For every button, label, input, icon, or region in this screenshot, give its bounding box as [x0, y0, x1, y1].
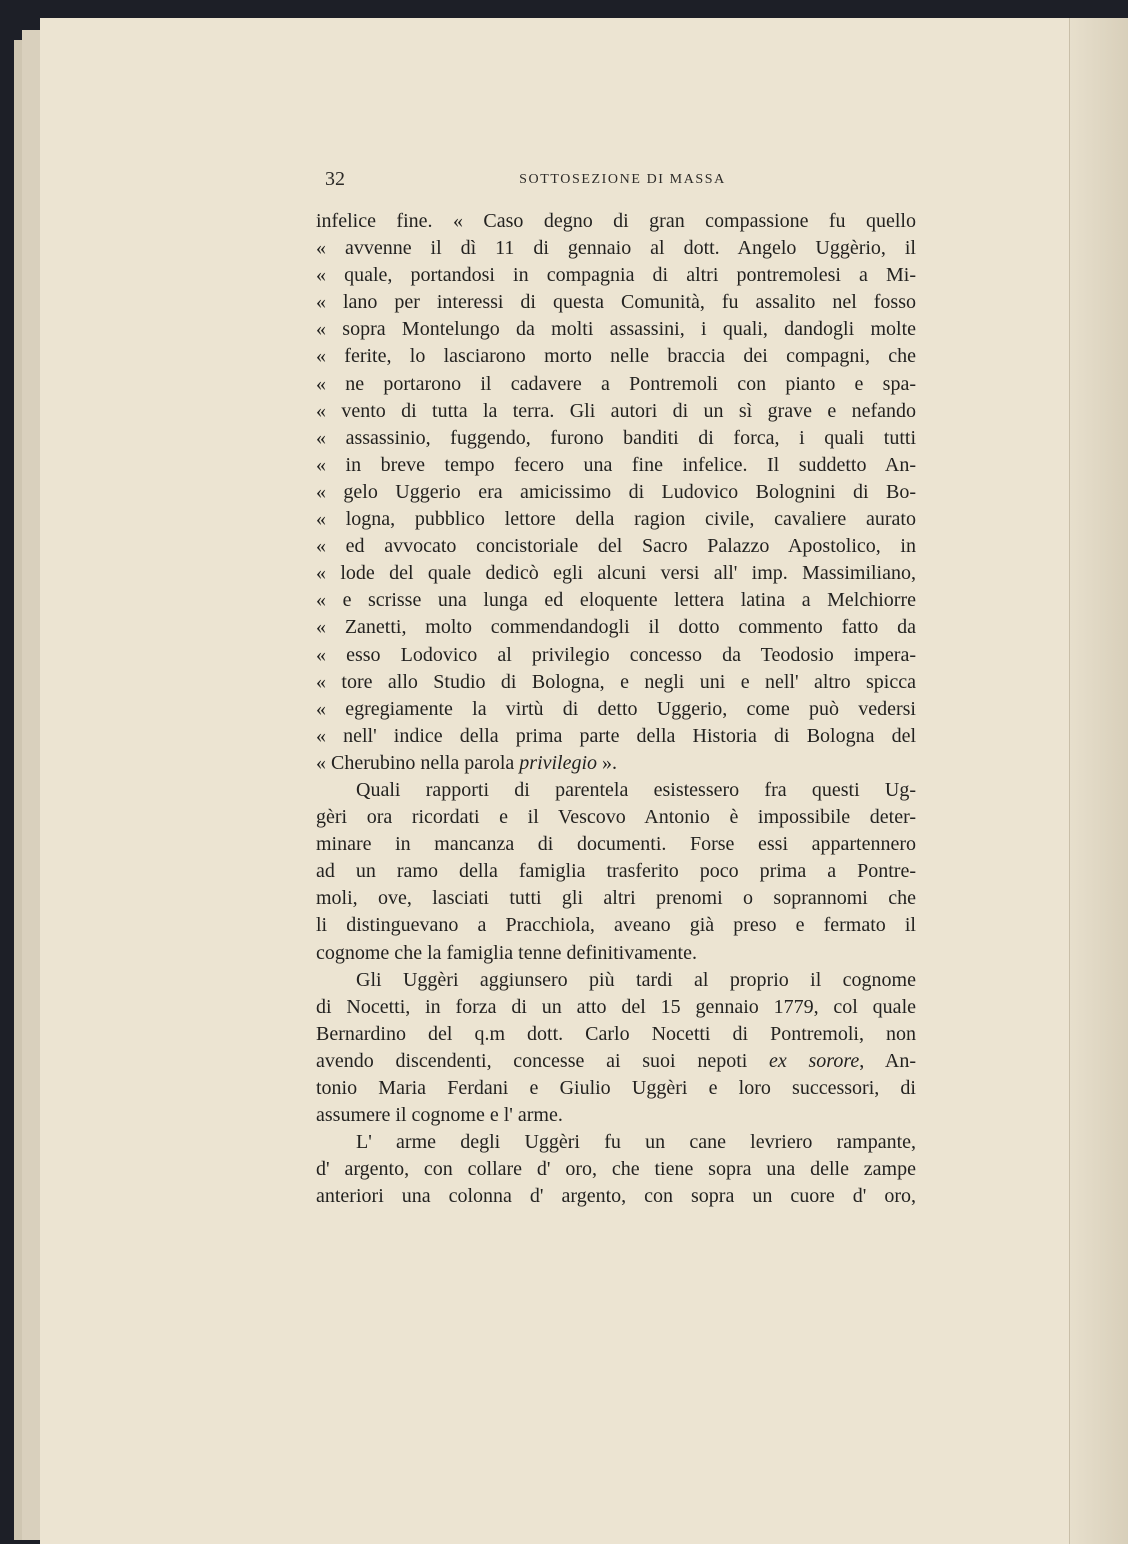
text-line: L' arme degli Uggèri fu un cane levriero rampante, [356, 1131, 916, 1154]
text-line: infelice fine. « Caso degno di gran compassione fu quello [316, 210, 916, 232]
text-line: « ed avvocato concistoriale del Sacro Palazzo Apostolico, in [316, 535, 916, 558]
text-line: Quali rapporti di parentela esistessero fra questi Ug- [356, 778, 916, 801]
text-line: di Nocetti, in forza di un atto del 15 gennaio 1779, col quale [316, 995, 916, 1018]
text-line: li distinguevano a Pracchiola, aveano già preso e fermato il [316, 914, 916, 937]
text-line [316, 1048, 916, 1075]
running-title: SOTTOSEZIONE DI MASSA [519, 172, 726, 187]
text-line: « tore allo Studio di Bologna, e negli uni e nell' altro spicca [316, 670, 916, 693]
paragraph-4 [316, 1129, 916, 1210]
italic-term: ex sorore [769, 1049, 860, 1072]
text-line: « ne portarono il cadavere a Pontremoli con pianto e spa- [316, 372, 916, 395]
text-line: « avvenne il dì 11 di gennaio al dott. Angelo Uggèrio, il [316, 237, 916, 260]
text-line: « ferite, lo lasciarono morto nelle braccia dei compagni, che [316, 345, 916, 368]
text-line: « e scrisse una lunga ed eloquente lettera latina a Melchiorre [316, 589, 916, 612]
text-run: « Cherubino nella parola [316, 751, 520, 774]
running-head [325, 168, 925, 192]
text-line: « nell' indice della prima parte della Historia di Bologna del [316, 724, 916, 747]
text-line: Bernardino del q.m dott. Carlo Nocetti di Pontremoli, non [316, 1022, 916, 1045]
text-line: minare in mancanza di documenti. Forse essi appartennero [316, 833, 916, 856]
italic-term: privilegio [519, 751, 598, 774]
text-line: « quale, portandosi in compagnia di altri pontremolesi a Mi- [316, 264, 916, 287]
text-line: gèri ora ricordati e il Vescovo Antonio è impossibile deter- [316, 806, 916, 829]
text-line: « Zanetti, molto commendandogli il dotto commento fatto da [316, 616, 916, 639]
text-line: moli, ove, lasciati tutti gli altri prenomi o soprannomi che [316, 887, 916, 910]
text-line: « vento di tutta la terra. Gli autori di un sì grave e nefando [316, 399, 916, 422]
text-line: « lode del quale dedicò egli alcuni versi all' imp. Massimiliano, [316, 562, 916, 585]
page-number: 32 [325, 168, 345, 190]
text-line: « logna, pubblico lettore della ragion civile, cavaliere aurato [316, 508, 916, 531]
text-line: d' argento, con collare d' oro, che tiene sopra una delle zampe [316, 1158, 916, 1181]
text-line: « lano per interessi di questa Comunità, fu assalito nel fosso [316, 291, 916, 314]
text-line: assumere il cognome e l' arme. [316, 1104, 563, 1127]
text-line: tonio Maria Ferdani e Giulio Uggèri e loro successori, di [316, 1077, 916, 1099]
paragraph-1 [316, 208, 916, 777]
text-line: ad un ramo della famiglia trasferito poco prima a Pontre- [316, 860, 916, 883]
text-line: Gli Uggèri aggiunsero più tardi al proprio il cognome [356, 968, 916, 991]
text-line: cognome che la famiglia tenne definitivamente. [316, 941, 697, 964]
page-fold-edge [1069, 18, 1128, 1544]
text-run: ». [597, 751, 618, 774]
text-run: , An- [859, 1049, 917, 1072]
paragraph-2 [316, 777, 916, 967]
text-line: « assassinio, fuggendo, furono banditi di forca, i quali tutti [316, 426, 916, 449]
text-line: « egregiamente la virtù di detto Uggerio, come può vedersi [316, 697, 916, 720]
text-line: anteriori una colonna d' argento, con sopra un cuore d' oro, [316, 1185, 916, 1208]
paragraph-3 [316, 967, 916, 1130]
text-line: « esso Lodovico al privilegio concesso da Teodosio impera- [316, 643, 916, 666]
text-line [316, 750, 916, 777]
text-run: avendo discendenti, concesse ai suoi nepoti [316, 1049, 770, 1072]
text-line: « in breve tempo fecero una fine infelice. Il suddetto An- [316, 453, 916, 476]
text-line: « sopra Montelungo da molti assassini, i quali, dandogli molte [316, 318, 916, 341]
body-text [316, 208, 916, 1210]
text-line: « gelo Uggerio era amicissimo di Ludovico Bolognini di Bo- [316, 480, 916, 503]
